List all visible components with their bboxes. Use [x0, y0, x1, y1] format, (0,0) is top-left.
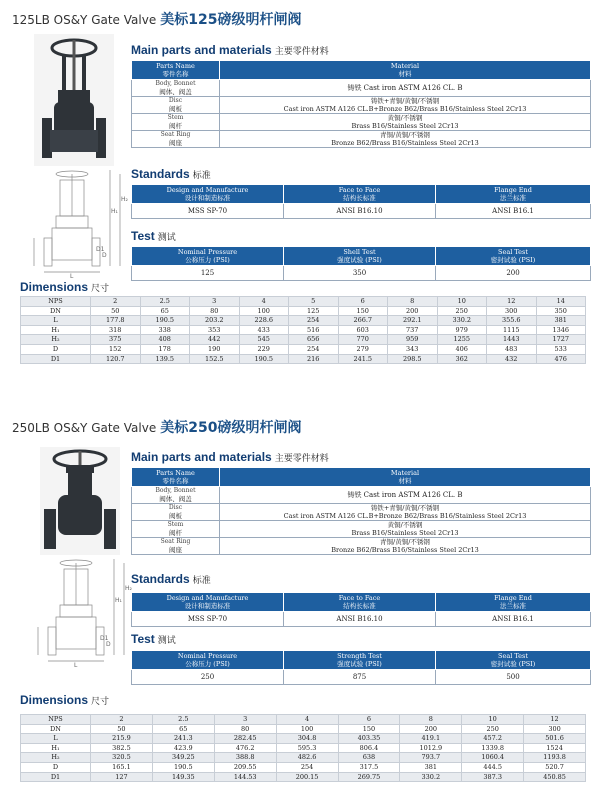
row-label: NPS	[21, 297, 91, 307]
table-cell: 375	[91, 335, 141, 345]
table-cell: 444.5	[462, 762, 524, 772]
table-cell: 100	[239, 306, 289, 316]
table-cell: 282.45	[214, 734, 276, 744]
standards-table: Design and Manufacture 设计和制造标准 Face to Face 结构长标准 Flange End 法兰标准 MSS SP-70 ANSI B16.10 ANSI B16.1	[131, 592, 591, 627]
col-parts-zh: 零件名称	[162, 70, 189, 78]
table-cell: 8	[400, 715, 462, 725]
valve-drawing	[30, 168, 130, 280]
table-cell: 125	[289, 306, 339, 316]
table-cell: 50	[91, 306, 141, 316]
table-cell: 343	[388, 344, 438, 354]
table-cell: 215.9	[91, 734, 153, 744]
table-cell: 2.5	[152, 715, 214, 725]
table-cell: 483	[487, 344, 537, 354]
table-cell: 1193.8	[524, 753, 586, 763]
valve-drawing-icon	[34, 557, 134, 669]
drawing-label-d1: D1	[96, 246, 105, 253]
test-heading: Test 测试	[131, 632, 176, 646]
table-header-row	[132, 61, 591, 80]
table-row: MSS SP-70 ANSI B16.10 ANSI B16.1	[132, 612, 591, 627]
table-cell: 457.2	[462, 734, 524, 744]
table-row: Seat Ring 阀座 青铜/黄铜/不锈钢 Bronze B62/Brass B16/Stainless Steel 2Cr13	[132, 131, 591, 148]
row-label: DN	[21, 306, 91, 316]
table-cell: 403.35	[338, 734, 400, 744]
test-table: Nominal Pressure 公称压力 (PSI) Strength Test 强度试验 (PSI) Seal Test 密封试验 (PSI) 250 875 500	[131, 650, 591, 685]
row-label: D1	[21, 772, 91, 782]
table-cell: 300	[487, 306, 537, 316]
main-parts-table	[131, 467, 591, 555]
table-cell: 14	[536, 297, 586, 307]
table-cell: 3	[190, 297, 240, 307]
table-cell: 381	[536, 316, 586, 326]
table-cell: 8	[388, 297, 438, 307]
col-material-zh: 材料	[398, 70, 412, 78]
table-cell: 4	[239, 297, 289, 307]
row-label: H₂	[21, 335, 91, 345]
table-cell: 355.6	[487, 316, 537, 326]
table-cell: 793.7	[400, 753, 462, 763]
table-cell: 1255	[437, 335, 487, 345]
table-cell: 501.6	[524, 734, 586, 744]
table-cell: 304.8	[276, 734, 338, 744]
table-row: Disc 阀板 铸铁+青铜/黄铜/不锈钢 Cast iron ASTM A126 CL.B+Bronze B62/Brass B16/Stainless Steel 2Cr13	[132, 504, 591, 521]
table-cell: 12	[487, 297, 537, 307]
table-cell: 50	[91, 724, 153, 734]
table-cell: 2.5	[140, 297, 190, 307]
table-cell: 254	[289, 344, 339, 354]
table-cell: 545	[239, 335, 289, 345]
table-row	[21, 297, 586, 307]
table-cell: 1115	[487, 325, 537, 335]
row-label: H₁	[21, 325, 91, 335]
col-parts-en: Parts Name	[156, 62, 195, 70]
table-cell: 1012.9	[400, 743, 462, 753]
table-cell: 300	[524, 724, 586, 734]
table-row	[21, 335, 586, 345]
table-cell: 603	[338, 325, 388, 335]
table-cell: 330.2	[437, 316, 487, 326]
table-row: MSS SP-70 ANSI B16.10 ANSI B16.1	[132, 204, 591, 219]
dimensions-table	[20, 714, 586, 782]
table-cell: 144.53	[214, 772, 276, 782]
table-cell: 4	[276, 715, 338, 725]
table-cell: 806.4	[338, 743, 400, 753]
table-cell: 165.1	[91, 762, 153, 772]
table-cell: 450.85	[524, 772, 586, 782]
table-row	[21, 743, 586, 753]
table-row: Disc 阀板 铸铁+青铜/黄铜/不锈钢 Cast iron ASTM A126 CL.B+Bronze B62/Brass B16/Stainless Steel 2Cr13	[132, 97, 591, 114]
table-cell: 80	[214, 724, 276, 734]
table-cell: 250	[462, 724, 524, 734]
table-cell: 1060.4	[462, 753, 524, 763]
table-cell: 292.1	[388, 316, 438, 326]
table-cell: 241.5	[338, 354, 388, 364]
dimensions-heading: Dimensions 尺寸	[20, 693, 110, 707]
table-cell: 178	[140, 344, 190, 354]
table-cell: 65	[152, 724, 214, 734]
table-cell: 190.5	[239, 354, 289, 364]
table-cell: 250	[437, 306, 487, 316]
row-label: NPS	[21, 715, 91, 725]
standards-heading: Standards 标准	[131, 167, 211, 181]
table-cell: 595.3	[276, 743, 338, 753]
table-cell: 152.5	[190, 354, 240, 364]
standards-heading: Standards 标准	[131, 572, 211, 586]
row-label: DN	[21, 724, 91, 734]
table-cell: 442	[190, 335, 240, 345]
drawing-label-d: D	[106, 641, 111, 648]
table-cell: 406	[437, 344, 487, 354]
table-cell: 228.6	[239, 316, 289, 326]
section-title-zh: 美标250磅级明杆闸阀	[160, 420, 302, 436]
table-row	[21, 344, 586, 354]
valve-drawing-icon	[30, 168, 130, 280]
valve-photo	[34, 34, 114, 166]
table-cell: 349.25	[152, 753, 214, 763]
table-row	[21, 734, 586, 744]
table-row	[21, 762, 586, 772]
table-cell: 350	[536, 306, 586, 316]
table-cell: 209.55	[214, 762, 276, 772]
table-cell: 177.8	[91, 316, 141, 326]
table-cell: 269.75	[338, 772, 400, 782]
table-cell: 10	[437, 297, 487, 307]
table-cell: 12	[524, 715, 586, 725]
table-cell: 1524	[524, 743, 586, 753]
main-parts-table	[131, 60, 591, 148]
drawing-label-h2: H₂	[125, 585, 132, 592]
table-cell: 1346	[536, 325, 586, 335]
table-cell: 200	[400, 724, 462, 734]
table-cell: 3	[214, 715, 276, 725]
table-cell: 320.5	[91, 753, 153, 763]
table-cell: 149.35	[152, 772, 214, 782]
section-title-zh: 美标125磅级明杆闸阀	[160, 12, 302, 28]
table-cell: 5	[289, 297, 339, 307]
table-cell: 100	[276, 724, 338, 734]
table-cell: 476.2	[214, 743, 276, 753]
table-cell: 229	[239, 344, 289, 354]
table-cell: 127	[91, 772, 153, 782]
table-cell: 65	[140, 306, 190, 316]
test-heading: Test 测试	[131, 229, 176, 243]
table-cell: 419.1	[400, 734, 462, 744]
table-header-row: Parts Name 零件名称 Material 材料	[132, 468, 591, 487]
table-cell: 381	[400, 762, 462, 772]
table-row	[21, 354, 586, 364]
drawing-label-d1: D1	[100, 635, 109, 642]
section-title	[12, 9, 301, 29]
table-row	[21, 724, 586, 734]
main-parts-heading: Main parts and materials 主要零件材料	[131, 43, 329, 57]
table-cell: 353	[190, 325, 240, 335]
table-row: Body, Bonnet 阀体、阀盖 铸铁 Cast iron ASTM A126 CL. B	[132, 80, 591, 97]
table-row	[21, 325, 586, 335]
section-125lb	[0, 0, 606, 400]
drawing-label-h1: H₁	[115, 597, 122, 604]
drawing-label-l: L	[74, 662, 78, 669]
col-material-en: Material	[390, 62, 420, 70]
table-cell: 638	[338, 753, 400, 763]
table-cell: 80	[190, 306, 240, 316]
table-cell: 254	[276, 762, 338, 772]
table-cell: 150	[338, 306, 388, 316]
table-cell: 737	[388, 325, 438, 335]
table-cell: 423.9	[152, 743, 214, 753]
table-cell: 656	[289, 335, 339, 345]
section-title-en: 125LB OS&Y Gate Valve	[12, 13, 157, 27]
table-cell: 1727	[536, 335, 586, 345]
table-cell: 200	[388, 306, 438, 316]
valve-drawing	[34, 557, 134, 669]
table-cell: 254	[289, 316, 339, 326]
table-cell: 150	[338, 724, 400, 734]
table-cell: 388.8	[214, 753, 276, 763]
section-title	[12, 417, 301, 437]
table-cell: 200.15	[276, 772, 338, 782]
row-label: D	[21, 344, 91, 354]
table-cell: 408	[140, 335, 190, 345]
table-cell: 1443	[487, 335, 537, 345]
standards-table: Design and Manufacture 设计和制造标准 Face to Face 结构长标准 Flange End 法兰标准 MSS SP-70 ANSI B16.10 ANSI B16.1	[131, 184, 591, 219]
table-row	[21, 316, 586, 326]
row-label: D1	[21, 354, 91, 364]
row-label: L	[21, 316, 91, 326]
table-cell: 362	[437, 354, 487, 364]
table-cell: 317.5	[338, 762, 400, 772]
table-cell: 266.7	[338, 316, 388, 326]
table-cell: 770	[338, 335, 388, 345]
main-parts-heading: Main parts and materials 主要零件材料	[131, 450, 329, 464]
drawing-label-d: D	[102, 252, 107, 259]
test-table: Nominal Pressure 公称压力 (PSI) Shell Test 强度试验 (PSI) Seal Test 密封试验 (PSI) 125 350 200	[131, 246, 591, 281]
table-cell: 6	[338, 715, 400, 725]
drawing-label-l: L	[70, 273, 74, 280]
table-row	[21, 772, 586, 782]
table-cell: 190.5	[140, 316, 190, 326]
table-cell: 190	[190, 344, 240, 354]
dimensions-heading: Dimensions 尺寸	[20, 280, 110, 294]
table-row	[21, 753, 586, 763]
valve-photo	[40, 447, 120, 555]
table-cell: 241.3	[152, 734, 214, 744]
table-cell: 139.5	[140, 354, 190, 364]
table-cell: 2	[91, 297, 141, 307]
table-cell: 959	[388, 335, 438, 345]
table-row: Stem 阀杆 黄铜/不锈钢 Brass B16/Stainless Steel 2Cr13	[132, 521, 591, 538]
section-title-en: 250LB OS&Y Gate Valve	[12, 421, 157, 435]
table-row: Stem 阀杆 黄铜/不锈钢 Brass B16/Stainless Steel 2Cr13	[132, 114, 591, 131]
table-row: Seat Ring 阀座 青铜/黄铜/不锈钢 Bronze B62/Brass B16/Stainless Steel 2Cr13	[132, 538, 591, 555]
section-250lb	[0, 405, 606, 810]
table-cell: 318	[91, 325, 141, 335]
table-row	[21, 715, 586, 725]
dimensions-table	[20, 296, 586, 364]
table-cell: 190.5	[152, 762, 214, 772]
drawing-label-h1: H₁	[111, 208, 118, 215]
table-cell: 152	[91, 344, 141, 354]
table-cell: 516	[289, 325, 339, 335]
table-cell: 2	[91, 715, 153, 725]
table-cell: 10	[462, 715, 524, 725]
row-label: D	[21, 762, 91, 772]
table-cell: 382.5	[91, 743, 153, 753]
table-row	[21, 306, 586, 316]
table-cell: 979	[437, 325, 487, 335]
table-row: 250 875 500	[132, 670, 591, 685]
table-cell: 338	[140, 325, 190, 335]
table-cell: 433	[239, 325, 289, 335]
table-cell: 387.3	[462, 772, 524, 782]
table-cell: 298.5	[388, 354, 438, 364]
table-cell: 520.7	[524, 762, 586, 772]
table-cell: 279	[338, 344, 388, 354]
table-cell: 330.2	[400, 772, 462, 782]
drawing-label-h2: H₂	[121, 196, 128, 203]
valve-photo-icon	[40, 447, 120, 555]
row-label: L	[21, 734, 91, 744]
table-cell: 216	[289, 354, 339, 364]
table-cell: 432	[487, 354, 537, 364]
table-row: Body, Bonnet 阀体、阀盖 铸铁 Cast iron ASTM A126 CL. B	[132, 487, 591, 504]
table-row: 125 350 200	[132, 266, 591, 281]
table-cell: 203.2	[190, 316, 240, 326]
table-cell: 482.6	[276, 753, 338, 763]
table-cell: 476	[536, 354, 586, 364]
table-cell: 6	[338, 297, 388, 307]
row-label: H₂	[21, 753, 91, 763]
table-cell: 1339.8	[462, 743, 524, 753]
table-cell: 533	[536, 344, 586, 354]
table-cell: 120.7	[91, 354, 141, 364]
row-label: H₁	[21, 743, 91, 753]
valve-photo-icon	[34, 34, 114, 166]
